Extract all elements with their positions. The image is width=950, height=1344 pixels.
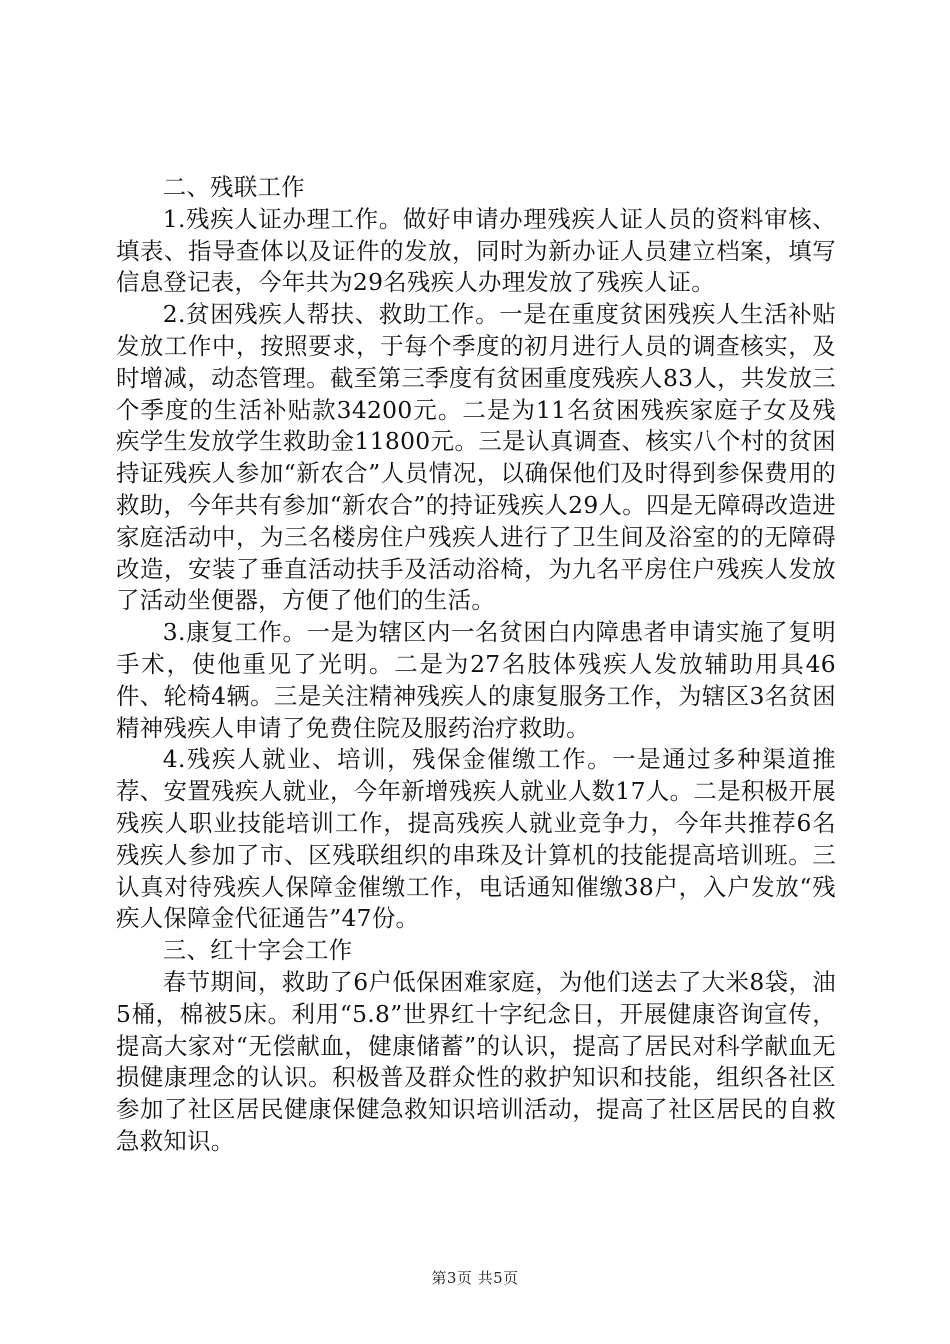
paragraph-rehabilitation: 3.康复工作。一是为辖区内一名贫困白内障患者申请实施了复明手术，使他重见了光明。二是为27名肢体残疾人发放辅助用具46件、轮椅4辆。三是关注精神残疾人的康复服务工作，为辖区3名贫困精神残疾人申请了免费住院及服药治疗救助。 [116, 618, 836, 742]
paragraph-employment-training: 4.残疾人就业、培训，残保金催缴工作。一是通过多种渠道推荐、安置残疾人就业，今年新增残疾人就业人数17人。二是积极开展残疾人职业技能培训工作，提高残疾人就业竞争力，今年共推荐6名残疾人参加了市、区残联组织的串珠及计算机的技能提高培训班。三认真对待残疾人保障金催缴工作，电话通知催缴38户，入户发放“残疾人保障金代征通告”47份。 [116, 745, 836, 933]
document-body [116, 172, 836, 1158]
section-heading-disabled-federation: 二、残联工作 [162, 173, 305, 201]
paragraph-disability-certificate: 1.残疾人证办理工作。做好申请办理残疾人证人员的资料审核、填表、指导查体以及证件的发放，同时为新办证人员建立档案，填写信息登记表，今年共为29名残疾人办理发放了残疾人证。 [116, 204, 836, 297]
paragraph-poverty-assistance: 2.贫困残疾人帮扶、救助工作。一是在重度贫困残疾人生活补贴发放工作中，按照要求，于每个季度的初月进行人员的调查核实，及时增减，动态管理。截至第三季度有贫困重度残疾人83人，共发放三个季度的生活补贴款34200元。二是为11名贫困残疾家庭子女及残疾学生发放学生救助金11800元。三是认真调查、核实八个村的贫困持证残疾人参加“新农合”人员情况，以确保他们及时得到参保费用的救助，今年共有参加“新农合”的持证残疾人29人。四是无障碍改造进家庭活动中，为三名楼房住户残疾人进行了卫生间及浴室的的无障碍改造，安装了垂直活动扶手及活动浴椅，为九名平房住户残疾人发放了活动坐便器，方便了他们的生活。 [116, 300, 836, 615]
section-heading-red-cross: 三、红十字会工作 [162, 936, 353, 965]
page-footer: 第3页 共5页 [431, 1269, 519, 1287]
paragraph-red-cross-work: 春节期间，救助了6户低保困难家庭，为他们送去了大米8袋，油5桶，棉被5床。利用“5.8”世界红十字纪念日，开展健康咨询宣传，提高大家对“无偿献血，健康储蓄”的认识，提高了居民对科学献血无损健康理念的认识。积极普及群众性的救护知识和技能，组织各社区参加了社区居民健康保健急救知识培训活动，提高了社区居民的自救急救知识。 [116, 967, 836, 1155]
